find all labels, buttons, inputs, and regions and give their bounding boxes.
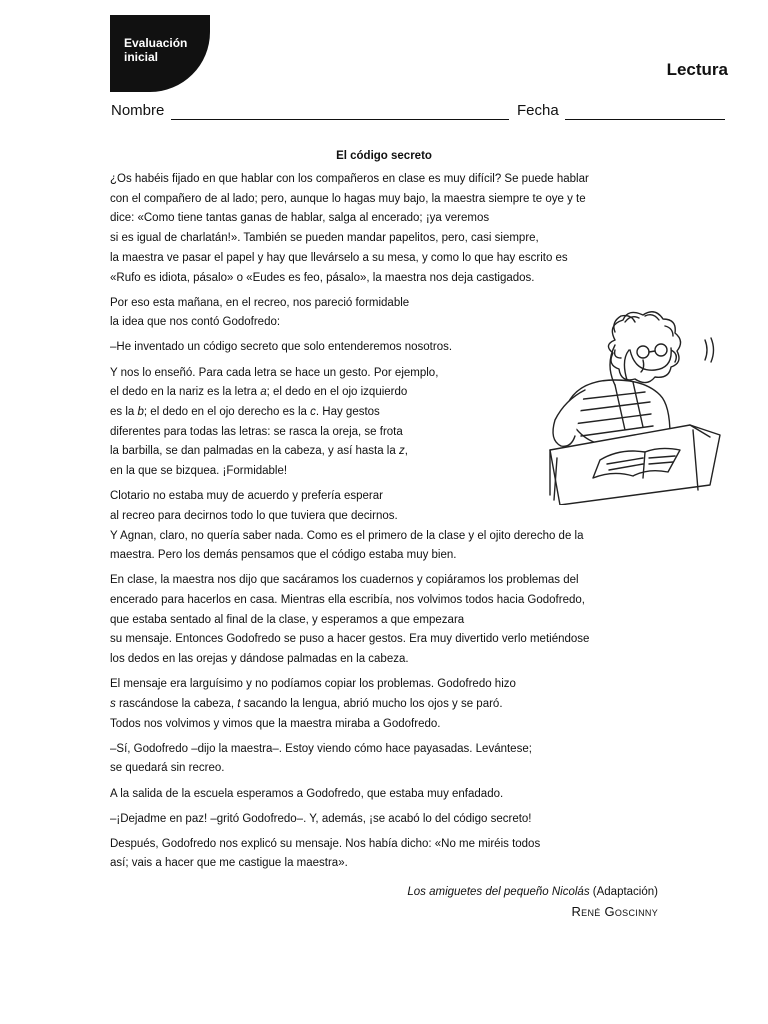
- story-line: los dedos en las orejas y dándose palmadas en la cabeza.: [110, 653, 409, 666]
- source-title: Los amiguetes del pequeño Nicolás: [407, 886, 590, 898]
- story-line: En clase, la maestra nos dijo que sacáramos los cuadernos y copiáramos los problemas del: [110, 574, 579, 587]
- story-line: Y Agnan, claro, no quería saber nada. Como es el primero de la clase y el ojito derecho de la: [110, 529, 584, 542]
- story-line: ¿Os habéis fijado en que hablar con los compañeros en clase es muy difícil? Se puede hablar: [110, 173, 589, 185]
- story-line: la idea que nos contó Godofredo:: [110, 316, 281, 329]
- story-line: al recreo para decirnos todo lo que tuviera que decirnos.: [110, 509, 398, 522]
- boy-at-desk-illustration: [545, 310, 725, 505]
- story-paragraph: [110, 170, 670, 288]
- story-line: es la b; el dedo en el ojo derecho es la c. Hay gestos: [110, 405, 380, 418]
- story-line: el dedo en la nariz es la letra a; el dedo en el ojo izquierdo: [110, 386, 408, 399]
- story-paragraph: [110, 571, 670, 670]
- section-title: Lectura: [666, 60, 728, 79]
- story-line: –Sí, Godofredo –dijo la maestra–. Estoy viendo cómo hace payasadas. Levántese;: [110, 742, 532, 755]
- story-line: así; vais a hacer que me castigue la maestra».: [110, 857, 348, 870]
- story-line: –He inventado un código secreto que solo entenderemos nosotros.: [110, 341, 453, 354]
- badge-line-2: inicial: [124, 50, 159, 64]
- story-line: Por eso esta mañana, en el recreo, nos pareció formidable: [110, 296, 410, 309]
- story-line: Clotario no estaba muy de acuerdo y prefería esperar: [110, 490, 383, 503]
- story-line: que estaba sentado al final de la clase, y esperamos a que empezara: [110, 613, 465, 626]
- story-line: –¡Dejadme en paz! –gritó Godofredo–. Y, además, ¡se acabó lo del código secreto!: [110, 812, 532, 825]
- story-line: A la salida de la escuela esperamos a Godofredo, que estaba muy enfadado.: [110, 787, 504, 800]
- source-note: (Adaptación): [592, 886, 658, 898]
- story-line: se quedará sin recreo.: [110, 762, 225, 775]
- story-line: maestra. Pero los demás pensamos que el código estaba muy bien.: [110, 549, 457, 562]
- story-line: si es igual de charlatán!». También se pueden mandar papelitos, pero, casi siempre,: [110, 232, 539, 245]
- evaluation-badge: [110, 15, 210, 92]
- story-body: [110, 170, 670, 880]
- story-title: El código secreto: [336, 150, 432, 162]
- story-line: su mensaje. Entonces Godofredo se puso a hacer gestos. Era muy divertido verlo metiéndose: [110, 633, 590, 646]
- fecha-label: Fecha: [517, 102, 559, 119]
- story-line: Todos nos volvimos y vimos que la maestra miraba a Godofredo.: [110, 717, 441, 730]
- author-name: René Goscinny: [571, 904, 658, 919]
- story-line: en la que se bizquea. ¡Formidable!: [110, 465, 288, 478]
- name-date-fields: [111, 101, 725, 123]
- story-line: la maestra ve pasar el papel y hay que llevárselo a su mesa, y como lo que hay escrito es: [110, 251, 568, 264]
- story-line: diferentes para todas las letras: se rasca la oreja, se frota: [110, 425, 403, 438]
- source-block: [407, 883, 658, 921]
- story-line: Y nos lo enseñó. Para cada letra se hace un gesto. Por ejemplo,: [110, 366, 439, 379]
- badge-line-1: Evaluación: [124, 36, 188, 50]
- story-line: Después, Godofredo nos explicó su mensaje. Nos había dicho: «No me miréis todos: [110, 837, 541, 850]
- fecha-field[interactable]: [565, 119, 725, 120]
- nombre-field[interactable]: [171, 119, 509, 120]
- story-paragraph: [110, 675, 670, 734]
- story-line: «Rufo es idiota, pásalo» o «Eudes es feo, pásalo», la maestra nos deja castigados.: [110, 271, 535, 284]
- story-line: s rascándose la cabeza, t sacando la lengua, abrió mucho los ojos y se paró.: [110, 697, 503, 710]
- story-paragraph: [110, 785, 670, 805]
- story-line: encerado para hacerlos en casa. Mientras ella escribía, nos volvimos todos hacia Godofredo,: [110, 594, 585, 607]
- story-line: dice: «Como tiene tantas ganas de hablar, salga al encerado; ¡ya veremos: [110, 212, 490, 225]
- story-paragraph: [110, 740, 670, 779]
- story-paragraph: [110, 810, 670, 830]
- story-paragraph: [110, 835, 670, 874]
- story-line: El mensaje era larguísimo y no podíamos copiar los problemas. Godofredo hizo: [110, 678, 516, 691]
- nombre-label: Nombre: [111, 102, 165, 119]
- story-line: con el compañero de al lado; pero, aunque lo hagas muy bajo, la maestra siempre te oye y te: [110, 192, 586, 205]
- badge-label: [124, 36, 204, 64]
- story-line: la barbilla, se dan palmadas en la cabeza, y así hasta la z,: [110, 445, 408, 458]
